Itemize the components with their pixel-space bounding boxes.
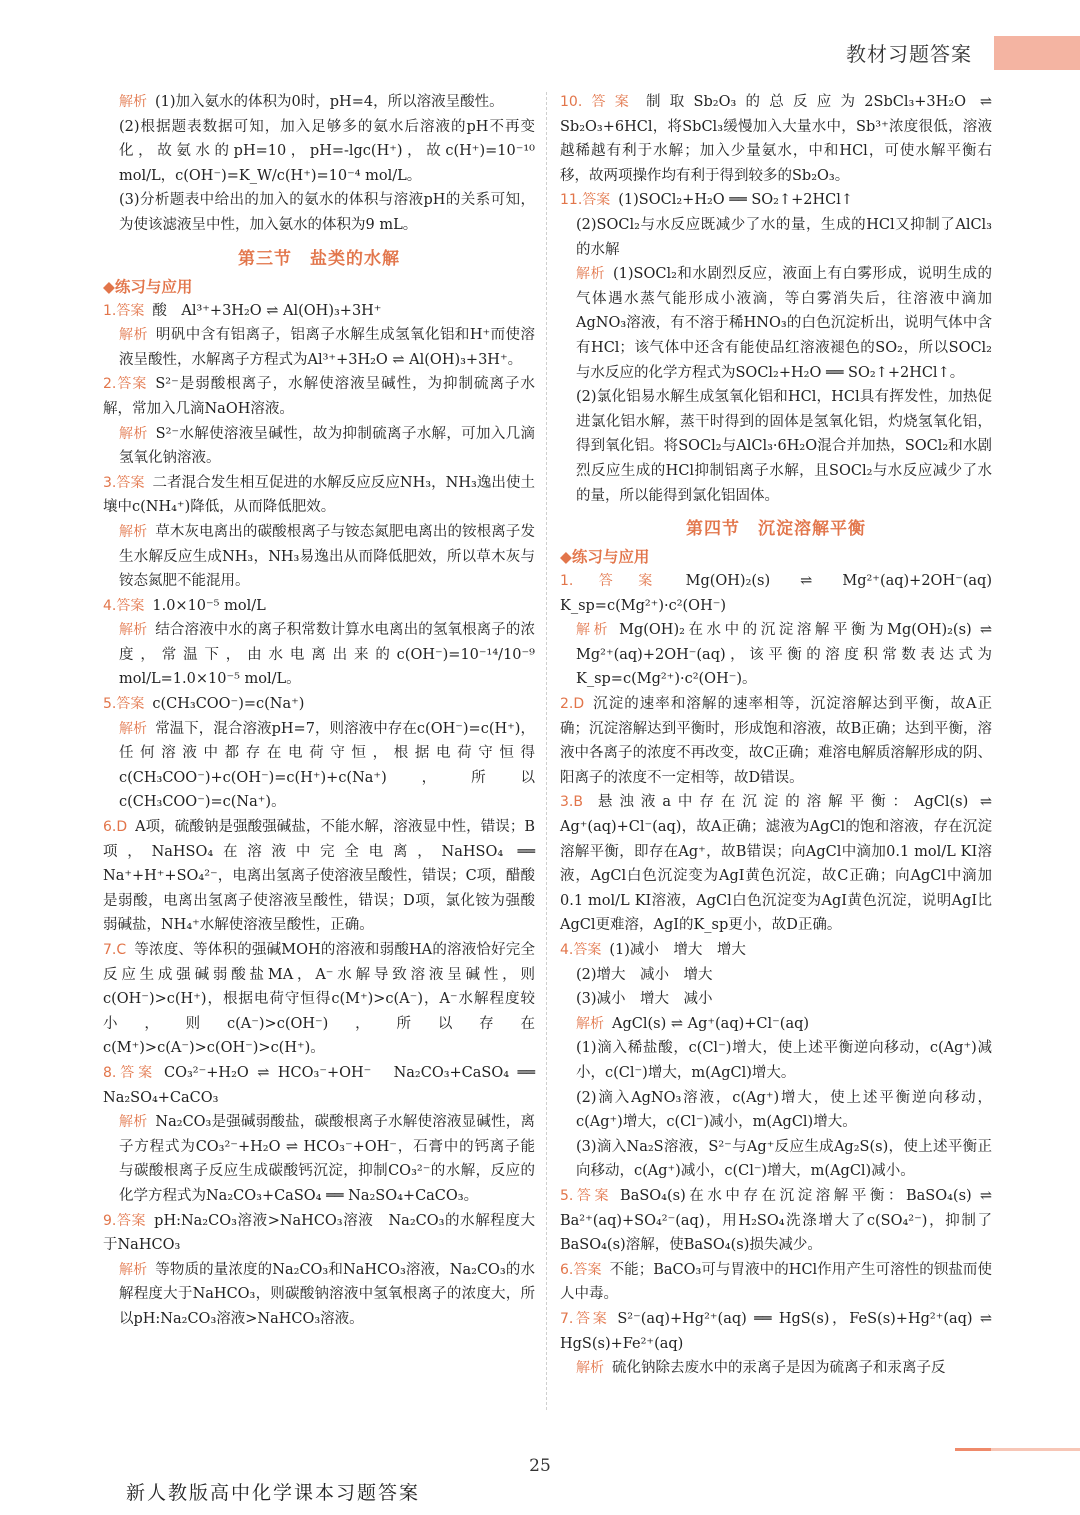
analysis-item — [560, 618, 992, 692]
item-text: 悬浊液a中存在沉淀的溶解平衡：AgCl(s) ⇌ Ag⁺(aq)+Cl⁻(aq)，故A正确；滤液为AgCl的饱和溶液，存在沉淀溶解平衡，即存在Ag⁺，故B错误；向AgCl中滴加0.1 mol/L KI溶液，AgCl白色沉淀变为AgI黄色沉淀，故C正确；向AgCl中滴加0.1 mol/L KI溶液，AgCl白色沉淀变为AgI黄色沉淀，说明AgI比AgCl更难溶，AgI的K_sp更小，故D正确。 — [560, 794, 992, 934]
analysis-label: 解析 — [119, 622, 148, 639]
answer-item — [560, 1184, 992, 1258]
item-text: 二者混合发生相互促进的水解反应反应NH₃，NH₃逸出使土壤中c(NH₄⁺)降低，从而降低肥效。 — [103, 474, 535, 516]
item-text: 明矾中含有铝离子，铝离子水解生成氢氧化铝和H⁺而使溶液呈酸性，水解离子方程式为Al³⁺+3H₂O ⇌ Al(OH)₃+3H⁺。 — [119, 327, 536, 368]
answer-item — [560, 90, 992, 188]
header-title: 教材习题答案 — [846, 42, 972, 66]
analysis-label: 解析 — [119, 327, 148, 344]
analysis-item — [103, 323, 535, 372]
answer-item — [560, 790, 992, 938]
analysis-label: 解析 — [119, 94, 147, 110]
item-text: (3)减小 增大 减小 — [576, 991, 713, 1008]
answer-label: 答案 — [573, 1310, 610, 1327]
answer-item — [103, 692, 535, 717]
item-text: A项，硫酸钠是强酸强碱盐，不能水解，溶液显中性，错误；B项，NaHSO₄在溶液中完全电离，NaHSO₄ ══ Na⁺+H⁺+SO₄²⁻，电离出氢离子使溶液呈酸性，错误；C项，醋酸是弱酸，电离出氢离子使溶液呈酸性，错误；D项，氯化铵为强酸弱碱盐，NH₄⁺水解使溶液呈酸性，正确。 — [103, 819, 535, 934]
answer-label: 答案 — [116, 1212, 147, 1229]
item-number: 5. — [103, 696, 117, 713]
analysis-item — [103, 618, 535, 692]
item-text: c(CH₃COO⁻)=c(Na⁺) — [152, 696, 305, 713]
item-text: S²⁻(aq)+Hg²⁺(aq) ══ HgS(s)，FeS(s)+Hg²⁺(aq) ⇌ HgS(s)+Fe²⁺(aq) — [560, 1310, 993, 1352]
answer-item — [103, 299, 535, 324]
item-number: 7. — [560, 1310, 574, 1327]
answer-label: 答案 — [116, 597, 145, 614]
item-number: 1. — [560, 573, 574, 590]
item-text: (1)SOCl₂和水剧烈反应，液面上有白雾形成，说明生成的气体遇水蒸气能形成小液滴，等白雾消失后，往溶液中滴加AgNO₃溶液，有不溶于稀HNO₃的白色沉淀析出，说明气体中含有HCl；该气体中还含有能使品红溶液褪色的SO₂，所以SOCl₂与水反应的化学方程式为SOCl₂+H₂O ══ SO₂↑+2HCl↑。 — [576, 266, 993, 381]
item-number: 7.C — [103, 942, 127, 958]
item-text: BaSO₄(s)在水中存在沉淀溶解平衡：BaSO₄(s) ⇌ Ba²⁺(aq)+SO₄²⁻(aq)，用H₂SO₄洗涤增大了c(SO₄²⁻)，抑制了BaSO₄(s)溶解，使BaSO₄(s)损失减少。 — [560, 1187, 993, 1254]
text-paragraph — [560, 1036, 992, 1085]
analysis-label: 解析 — [576, 266, 606, 283]
analysis-item — [103, 422, 535, 471]
answer-item — [103, 938, 535, 1061]
text-paragraph — [103, 188, 535, 237]
item-number: 2.D — [560, 696, 585, 713]
item-text: (2)根据题表数据可知，加入足够多的氨水后溶液的pH不再变化，故氨水的pH=10，pH=-lgc(H⁺)，故c(H⁺)=10⁻¹⁰ mol/L，c(OH⁻)=K_W/c(H⁺)=10⁻⁴ mol/L。 — [119, 118, 535, 184]
text-paragraph — [103, 115, 535, 189]
answer-item — [103, 1209, 535, 1258]
item-number: 9. — [103, 1212, 117, 1229]
item-text: CO₃²⁻+H₂O ⇌ HCO₃⁻+OH⁻ Na₂CO₃+CaSO₄ ══ Na₂SO₄+CaCO₃ — [103, 1064, 536, 1106]
answer-item — [103, 815, 535, 938]
analysis-item — [560, 1356, 992, 1381]
analysis-label: 解析 — [576, 1360, 604, 1377]
answer-item — [560, 1307, 992, 1356]
left-column — [103, 90, 535, 1332]
answer-item — [560, 938, 992, 963]
item-text: 等浓度、等体积的强碱MOH的溶液和弱酸HA的溶液恰好完全反应生成强碱弱酸盐MA，A⁻水解导致溶液呈碱性，则c(OH⁻)>c(H⁺)，根据电荷守恒得c(M⁺)>c(A⁻)，A⁻水解程度较小，则c(A⁻)>c(OH⁻)，所以存在c(M⁺)>c(A⁻)>c(OH⁻)>c(H⁺)。 — [103, 942, 535, 1057]
answer-label: 答案 — [116, 1064, 157, 1081]
answer-label: 答案 — [116, 302, 145, 319]
item-text: 硫化钠除去废水中的汞离子是因为硫离子和汞离子反 — [612, 1360, 946, 1377]
item-text: (3)滴入Na₂S溶液，S²⁻与Ag⁺反应生成Ag₂S(s)，使上述平衡正向移动，c(Ag⁺)减小，c(Cl⁻)增大，m(AgCl)减小。 — [576, 1138, 992, 1180]
item-text: (3)分析题表中给出的加入的氨水的体积与溶液pH的关系可知，为使该滤液呈中性，加入氨水的体积为9 mL。 — [119, 192, 535, 233]
item-number: 2. — [103, 376, 117, 393]
item-text: pH:Na₂CO₃溶液>NaHCO₃溶液 Na₂CO₃的水解程度大于NaHCO₃ — [103, 1212, 535, 1254]
answer-label: 答案 — [573, 1261, 602, 1278]
item-text: (2)SOCl₂与水反应既减少了水的量，生成的HCl又抑制了AlCl₃的水解 — [576, 216, 992, 258]
page-header — [0, 36, 1080, 70]
answer-item — [560, 188, 992, 213]
answer-item — [103, 594, 535, 619]
item-number: 6. — [560, 1261, 574, 1278]
item-text: AgCl(s) ⇌ Ag⁺(aq)+Cl⁻(aq) — [612, 1015, 810, 1032]
item-text: 制取Sb₂O₃的总反应为2SbCl₃+3H₂O ⇌ Sb₂O₃+6HCl，将SbCl₃缓慢加入大量水中，Sb³⁺浓度很低，溶液越稀越有利于水解；加入少量氨水，中和HCl，可使水解平衡右移，故两项操作均有利于得到较多的Sb₂O₃。 — [560, 94, 992, 184]
header-accent-block — [994, 36, 1080, 70]
column-divider — [546, 92, 547, 1410]
footer-title: 新人教版高中化学课本习题答案 — [126, 1482, 421, 1504]
analysis-label: 解析 — [119, 523, 148, 540]
answer-item — [560, 692, 992, 790]
item-text: (1)加入氨水的体积为0时，pH=4，所以溶液呈酸性。 — [155, 94, 504, 110]
answer-item — [103, 372, 535, 421]
item-text: (2)增大 减小 增大 — [576, 966, 713, 983]
item-text: Mg(OH)₂在水中的沉淀溶解平衡为Mg(OH)₂(s) ⇌ Mg²⁺(aq)+2OH⁻(aq)，该平衡的溶度积常数表达式为K_sp=c(Mg²⁺)·c²(OH⁻)。 — [576, 622, 992, 688]
analysis-item — [103, 90, 535, 115]
item-text: 常温下，混合溶液pH=7，则溶液中存在c(OH⁻)=c(H⁺)，任何溶液中都存在电荷守恒，根据电荷守恒得c(CH₃COO⁻)+c(OH⁻)=c(H⁺)+c(Na⁺)，所以c(CH₃COO⁻)=c(Na⁺)。 — [119, 720, 535, 811]
item-text: 草木灰电离出的碳酸根离子与铵态氮肥电离出的铵根离子发生水解反应生成NH₃，NH₃易逸出从而降低肥效，所以草木灰与铵态氮肥不能混用。 — [119, 523, 536, 590]
item-number: 3. — [103, 474, 117, 491]
answer-label: 答案 — [582, 192, 611, 209]
answer-item — [103, 1061, 535, 1110]
item-text: Na₂CO₃是强碱弱酸盐，碳酸根离子水解使溶液显碱性，离子方程式为CO₃²⁻+H₂O ⇌ HCO₃⁻+OH⁻，石膏中的钙离子能与碳酸根离子反应生成碳酸钙沉淀，抑制CO₃²⁻的水解，反应的化学方程式为Na₂CO₃+CaSO₄ ══ Na₂SO₄+CaCO₃。 — [119, 1114, 535, 1204]
text-paragraph — [560, 987, 992, 1012]
item-number: 11. — [560, 192, 583, 209]
answer-item — [560, 1258, 992, 1307]
item-text: (1)滴入稀盐酸，c(Cl⁻)增大，使上述平衡逆向移动，c(Ag⁺)减小，c(Cl⁻)增大，m(AgCl)增大。 — [576, 1040, 992, 1081]
item-text: S²⁻水解使溶液呈碱性，故为抑制硫离子水解，可加入几滴氢氧化钠溶液。 — [119, 425, 536, 467]
item-number: 8. — [103, 1064, 117, 1081]
item-number: 4. — [103, 597, 117, 614]
text-paragraph — [560, 385, 992, 508]
analysis-item — [103, 520, 535, 594]
item-text: Mg(OH)₂(s) ⇌ Mg²⁺(aq)+2OH⁻(aq) K_sp=c(Mg²⁺)·c²(OH⁻) — [560, 573, 1007, 614]
item-number: 3.B — [560, 794, 583, 811]
answer-item — [560, 569, 1007, 618]
analysis-item — [103, 717, 535, 815]
answer-item — [103, 471, 535, 520]
answer-label: 答案 — [116, 376, 148, 393]
answer-label: 答案 — [116, 696, 145, 713]
subsection-title: ◆练习与应用 — [103, 277, 193, 296]
answer-label: 答案 — [573, 1187, 613, 1204]
item-text: 沉淀的速率和溶解的速率相等，沉淀溶解达到平衡，故A正确；沉淀溶解达到平衡时，形成饱和溶液，故B正确；达到平衡，溶液中各离子的浓度不再改变，故C正确；难溶电解质溶解形成的阴、阳离子的浓度不一定相等，故D错误。 — [560, 696, 992, 786]
analysis-item — [103, 1110, 535, 1208]
analysis-item — [560, 1012, 992, 1037]
item-number: 4. — [560, 942, 574, 958]
answer-label: 答案 — [573, 942, 602, 958]
item-text: (2)滴入AgNO₃溶液，c(Ag⁺)增大，使上述平衡逆向移动，c(Ag⁺)增大，c(Cl⁻)减小，m(AgCl)增大。 — [576, 1089, 992, 1131]
analysis-label: 解析 — [119, 1261, 148, 1278]
text-paragraph — [560, 213, 992, 262]
section-title: 第四节 沉淀溶解平衡 — [686, 519, 866, 540]
item-text: 结合溶液中水的离子积常数计算水电离出的氢氧根离子的浓度，常温下，由水电离出来的c(OH⁻)=10⁻¹⁴/10⁻⁹ mol/L=1.0×10⁻⁵ mol/L。 — [119, 622, 536, 688]
right-column — [560, 90, 1007, 1381]
answer-label: 答案 — [573, 573, 678, 590]
item-number: 10. — [560, 94, 583, 110]
analysis-label: 解析 — [576, 622, 612, 639]
item-text: 酸 Al³⁺+3H₂O ⇌ Al(OH)₃+3H⁺ — [152, 302, 382, 319]
item-text: (1)SOCl₂+H₂O ══ SO₂↑+2HCl↑ — [618, 192, 854, 209]
item-text: S²⁻是弱酸根离子，水解使溶液呈碱性，为抑制硫离子水解，常加入几滴NaOH溶液。 — [103, 376, 536, 417]
answer-label: 答案 — [116, 474, 145, 491]
item-text: 等物质的量浓度的Na₂CO₃和NaHCO₃溶液，Na₂CO₃的水解程度大于NaHCO₃，则碳酸钠溶液中氢氧根离子的浓度大，所以pH:Na₂CO₃溶液>NaHCO₃溶液。 — [119, 1261, 535, 1327]
analysis-item — [560, 262, 992, 385]
analysis-label: 解析 — [119, 425, 148, 442]
item-text: (2)氯化铝易水解生成氢氧化铝和HCl，HCl具有挥发性，加热促进氯化铝水解，蒸干时得到的固体是氢氧化铝，灼烧氢氧化铝，得到氧化铝。将SOCl₂与AlCl₃·6H₂O混合并加热，SOCl₂和水剧烈反应生成的HCl抑制铝离子水解，且SOCl₂与水反应减少了水的量，所以能得到氯化铝固体。 — [576, 389, 992, 504]
section-title: 第三节 盐类的水解 — [238, 248, 400, 269]
text-paragraph — [560, 963, 992, 988]
answer-label: 答案 — [582, 94, 639, 110]
item-text: 1.0×10⁻⁵ mol/L — [152, 597, 266, 614]
footer-accent-line — [955, 1448, 1080, 1451]
analysis-label: 解析 — [576, 1015, 604, 1032]
text-paragraph — [560, 1086, 992, 1135]
analysis-label: 解析 — [119, 720, 148, 737]
item-number: 6.D — [103, 819, 128, 836]
analysis-label: 解析 — [119, 1114, 148, 1131]
item-text: 不能；BaCO₃可与胃液中的HCl作用产生可溶性的钡盐而使人中毒。 — [560, 1261, 992, 1303]
subsection-title: ◆练习与应用 — [560, 548, 650, 567]
item-number: 5. — [560, 1187, 574, 1204]
item-text: (1)减小 增大 增大 — [609, 942, 746, 958]
item-number: 1. — [103, 302, 117, 319]
page-number: 25 — [529, 1456, 551, 1476]
text-paragraph — [560, 1135, 992, 1184]
analysis-item — [103, 1258, 535, 1332]
